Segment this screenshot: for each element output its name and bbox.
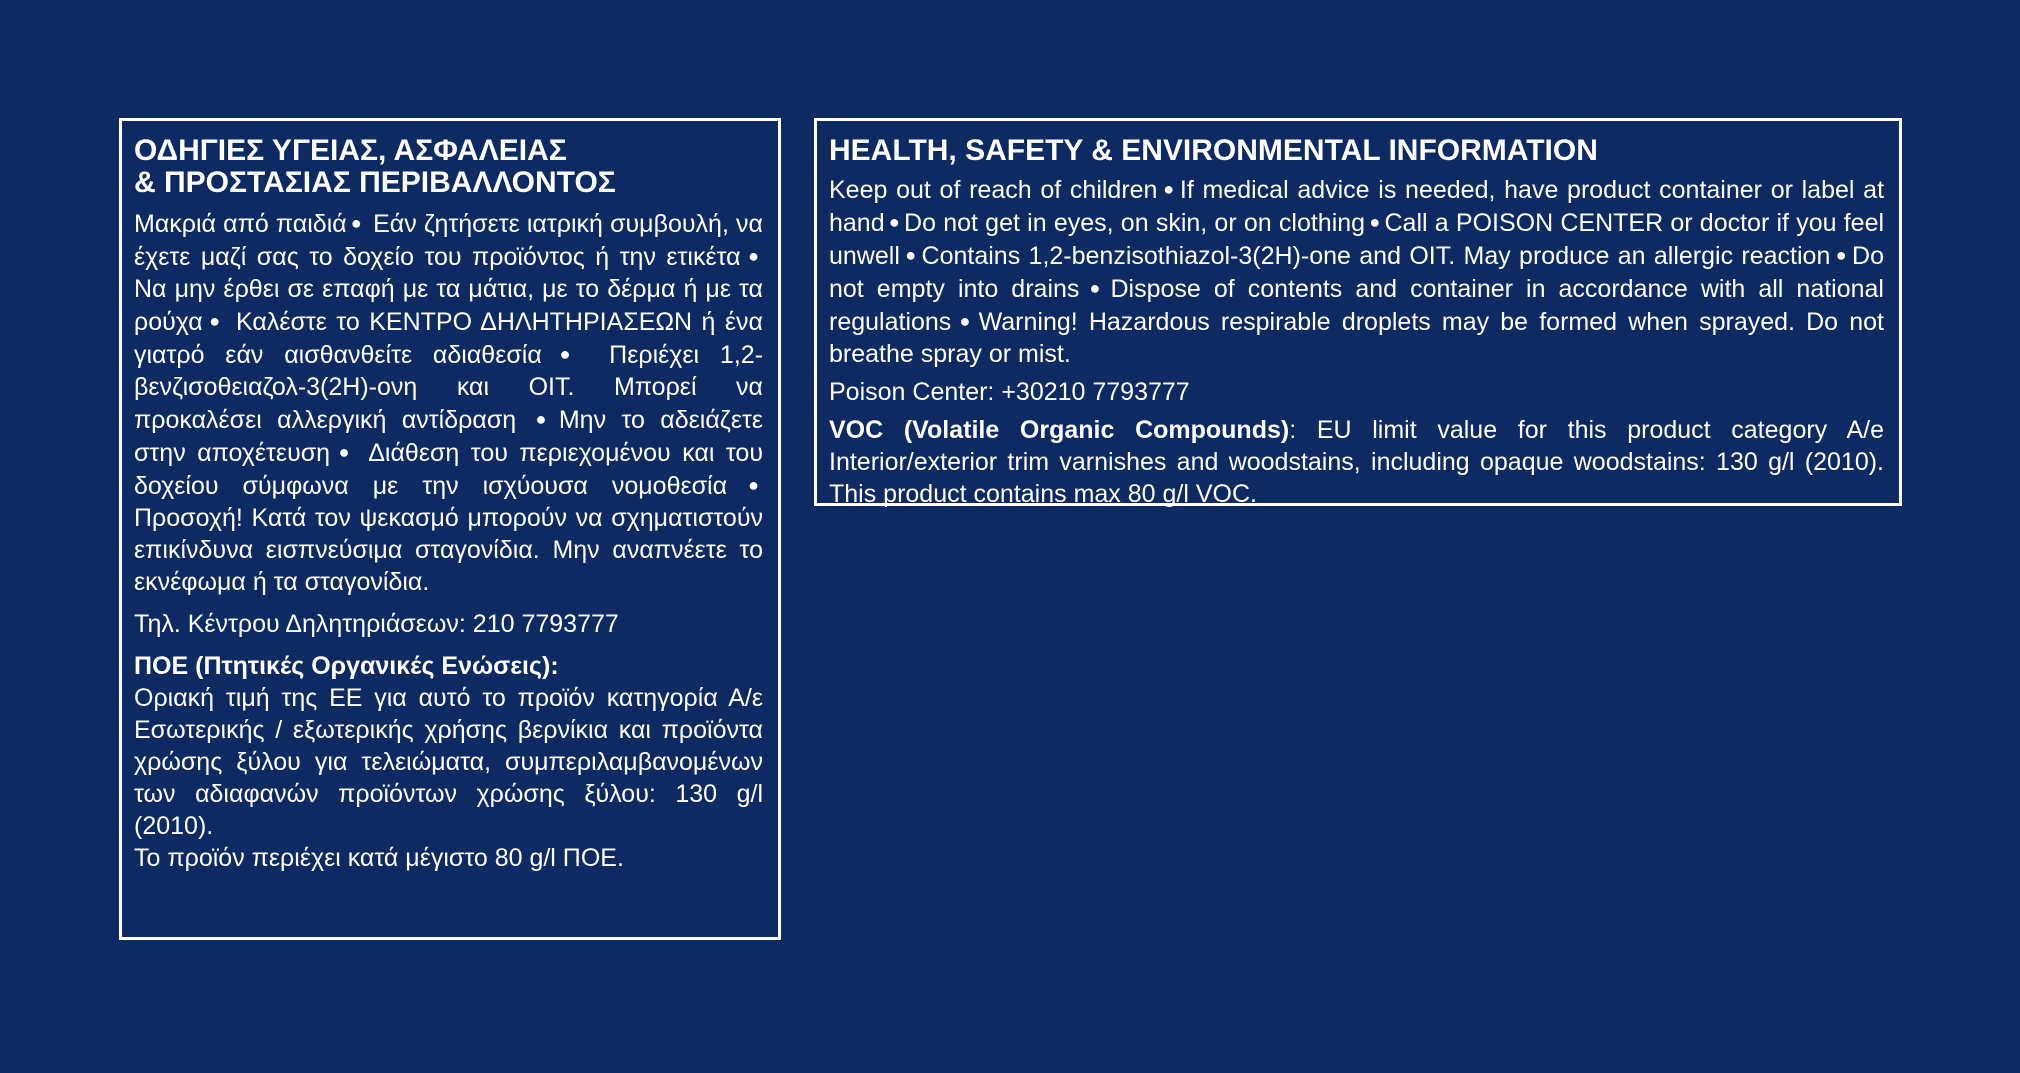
bullet-icon: ●	[545, 344, 585, 364]
greek-info-panel	[119, 118, 781, 940]
bullet-icon: ●	[903, 245, 918, 265]
greek-panel-title	[134, 135, 763, 199]
english-statement: Contains 1,2-benzisothiazol-3(2H)-one and OIT. May produce an allergic reaction	[921, 242, 1831, 270]
english-info-panel	[814, 118, 1902, 506]
bullet-icon: ●	[350, 213, 362, 233]
greek-statement: Μην το αδειάζετε στην αποχέτευση	[134, 406, 763, 467]
bullet-icon: ●	[744, 246, 760, 266]
bullet-icon: ●	[888, 212, 901, 232]
english-title: HEALTH, SAFETY & ENVIRONMENTAL INFORMATION	[829, 134, 1598, 167]
english-statements	[829, 173, 1884, 370]
greek-statement: Εάν ζητήσετε ιατρική συμβουλή, να έχετε μαζί σας το δοχείο του προϊόντος ή την ετικέτα	[134, 210, 763, 271]
english-voc	[829, 414, 1884, 510]
english-statement: If medical advice is needed, have product container or label at hand	[829, 176, 1885, 237]
english-statement: Do not get in eyes, on skin, or on clothing	[904, 209, 1366, 237]
english-voc-heading: VOC (Volatile Organic Compounds)	[829, 416, 1290, 444]
greek-voc-max: Το προϊόν περιέχει κατά μέγιστο 80 g/l ΠΟΕ.	[134, 844, 624, 872]
greek-poison-center: Τηλ. Κέντρου Δηλητηριάσεων: 210 7793777	[134, 610, 619, 638]
english-statement: Do not empty into drains	[829, 242, 1884, 303]
greek-statement: Να μην έρθει σε επαφή με τα μάτια, με το δέρμα ή με τα ρούχα	[134, 275, 763, 336]
greek-statement: Διάθεση του περιεχομένου και του δοχείου σύμφωνα με την ισχύουσα νομοθεσία	[134, 439, 764, 500]
bullet-icon: ●	[731, 475, 759, 495]
greek-statement: Προσοχή! Κατά τον ψεκασμό μπορούν να σχηματιστούν επικίνδυνα εισπνεύσιμα σταγονίδια. Μην αναπνέετε το εκνέφωμα ή τα σταγονίδια.	[134, 504, 763, 596]
english-statement: Dispose of contents and container in accordance with all national regulations	[829, 275, 1884, 336]
english-panel-title	[829, 135, 1884, 167]
greek-voc-heading: ΠΟΕ (Πτητικές Οργανικές Ενώσεις):	[134, 652, 559, 680]
english-statement: Call a POISON CENTER or doctor if you feel unwell	[829, 209, 1885, 270]
english-poison-center: Poison Center: +30210 7793777	[829, 378, 1190, 406]
bullet-icon: ●	[1834, 245, 1849, 265]
bullet-icon: ●	[1161, 179, 1176, 199]
greek-title-line-2: & ΠΡΟΣΤΑΣΙΑΣ ΠΕΡΙΒΑΛΛΟΝΤΟΣ	[134, 166, 616, 199]
english-voc-text: : EU limit value for this product category A/e Interior/exterior trim varnishes and woodstains, including opaque woodstains: 130 g/l (2010). This product contains max 80 g/l VOC.	[829, 416, 1884, 508]
bullet-icon: ●	[955, 311, 975, 331]
english-statement: Warning! Hazardous respirable droplets may be formed when sprayed. Do not breathe spray or mist.	[829, 308, 1884, 368]
greek-statement: Μακριά από παιδιά	[134, 210, 347, 238]
bullet-icon: ●	[1083, 278, 1107, 298]
greek-statements	[134, 207, 763, 598]
greek-statement: Περιέχει 1,2-βενζισοθειαζολ-3(2H)-ονη και OIT. Μπορεί να προκαλέσει αλλεργική αντίδραση	[134, 341, 763, 434]
english-statement: Keep out of reach of children	[829, 176, 1158, 204]
greek-title-line-1: ΟΔΗΓΙΕΣ ΥΓΕΙΑΣ, ΑΣΦΑΛΕΙΑΣ	[134, 134, 567, 167]
bullet-icon: ●	[206, 311, 223, 331]
bullet-icon: ●	[334, 442, 355, 462]
greek-statement: Καλέστε το ΚΕΝΤΡΟ ΔΗΛΗΤΗΡΙΑΣΕΩΝ ή ένα γιατρό εάν αισθανθείτε αδιαθεσία	[134, 308, 764, 369]
bullet-icon: ●	[535, 409, 555, 429]
bullet-icon: ●	[1369, 212, 1381, 232]
greek-voc-text: Οριακή τιμή της ΕΕ για αυτό το προϊόν κατηγορία Α/ε Εσωτερικής / εξωτερικής χρήσης βερνίκια και προϊόντα χρώσης ξύλου για τελειώματα, συμπεριλαμβανομένων των αδιαφανών προϊόντων χρώσης ξύλου: 130 g/l (2010).	[134, 684, 763, 840]
